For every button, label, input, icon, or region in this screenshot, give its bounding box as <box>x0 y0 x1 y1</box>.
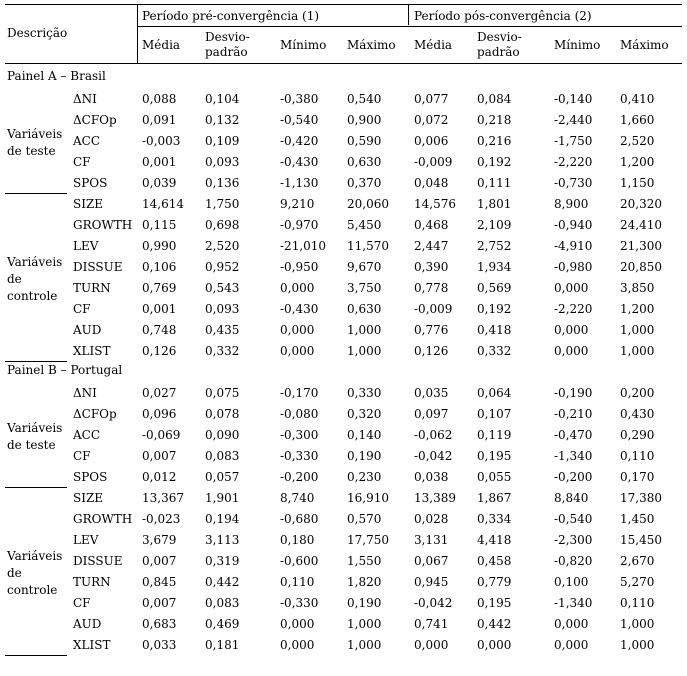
table-cell: 0,698 <box>205 218 240 232</box>
table-cell: 2,752 <box>477 239 512 253</box>
group-separator <box>5 487 67 488</box>
table-cell: 9,670 <box>347 260 382 274</box>
table-cell: 0,748 <box>142 323 177 337</box>
table-cell: 11,570 <box>347 239 389 253</box>
table-cell: 0,216 <box>477 134 512 148</box>
table-cell: 0,000 <box>414 638 449 652</box>
column-header: Mínimo <box>554 38 601 52</box>
table-cell: -0,069 <box>142 428 181 442</box>
variable-name: SIZE <box>73 491 104 505</box>
table-cell: 0,741 <box>414 617 449 631</box>
table-cell: 0,007 <box>142 596 177 610</box>
table-cell: 24,410 <box>620 218 662 232</box>
table-cell: 0,136 <box>205 176 240 190</box>
table-cell: -0,330 <box>280 449 319 463</box>
table-cell: 0,110 <box>620 596 655 610</box>
table-cell: 3,113 <box>205 533 240 547</box>
variable-name: ACC <box>73 428 101 442</box>
table-cell: 4,418 <box>477 533 512 547</box>
table-cell: 0,332 <box>477 344 512 358</box>
column-header: Mínimo <box>280 38 327 52</box>
group-separator <box>5 361 67 362</box>
table-cell: 0,952 <box>205 260 240 274</box>
table-cell: 0,000 <box>280 617 315 631</box>
table-cell: -0,210 <box>554 407 593 421</box>
table-cell: 0,001 <box>142 302 177 316</box>
table-cell: 2,109 <box>477 218 512 232</box>
table-cell: 8,740 <box>280 491 315 505</box>
table-cell: -0,023 <box>142 512 181 526</box>
table-cell: 0,570 <box>347 512 382 526</box>
table-cell: 0,000 <box>477 638 512 652</box>
table-cell: 16,910 <box>347 491 389 505</box>
table-cell: 0,000 <box>554 344 589 358</box>
table-cell: 1,901 <box>205 491 240 505</box>
table-cell: 0,055 <box>477 470 512 484</box>
variable-name: CF <box>73 449 91 463</box>
header-period-2: Período pós-convergência (2) <box>414 9 592 23</box>
variable-name: ΔNI <box>73 386 97 400</box>
table-cell: 0,088 <box>142 92 177 106</box>
table-cell: 0,111 <box>477 176 512 190</box>
table-cell: 0,334 <box>477 512 512 526</box>
table-cell: 0,007 <box>142 449 177 463</box>
table-cell: -4,910 <box>554 239 593 253</box>
table-cell: 1,934 <box>477 260 512 274</box>
column-header: Máximo <box>620 38 669 52</box>
table-cell: 0,180 <box>280 533 315 547</box>
table-cell: -0,080 <box>280 407 319 421</box>
group-separator <box>5 655 67 656</box>
table-cell: 0,078 <box>205 407 240 421</box>
table-cell: 5,450 <box>347 218 382 232</box>
table-cell: 17,750 <box>347 533 389 547</box>
variable-name: ΔNI <box>73 92 97 106</box>
table-cell: 0,000 <box>280 281 315 295</box>
table-cell: 1,000 <box>347 638 382 652</box>
table-cell: -0,540 <box>554 512 593 526</box>
table-cell: 0,779 <box>477 575 512 589</box>
table-cell: -0,330 <box>280 596 319 610</box>
table-cell: 0,590 <box>347 134 382 148</box>
panel-title: Painel A – Brasil <box>7 69 106 83</box>
variable-name: CF <box>73 302 91 316</box>
table-cell: -0,300 <box>280 428 319 442</box>
table-cell: -1,750 <box>554 134 593 148</box>
variable-name: CF <box>73 155 91 169</box>
table-cell: 0,430 <box>620 407 655 421</box>
table-cell: 0,000 <box>280 638 315 652</box>
table-cell: -2,220 <box>554 155 593 169</box>
table-cell: 0,110 <box>280 575 315 589</box>
group-separator <box>5 193 67 194</box>
table-cell: 0,190 <box>347 449 382 463</box>
table-cell: 0,390 <box>414 260 449 274</box>
table-cell: -0,430 <box>280 155 319 169</box>
table-cell: 0,442 <box>205 575 240 589</box>
table-cell: 0,468 <box>414 218 449 232</box>
table-cell: -0,042 <box>414 449 453 463</box>
panel-title: Painel B – Portugal <box>7 363 123 377</box>
variable-name: TURN <box>73 575 111 589</box>
table-cell: 0,093 <box>205 155 240 169</box>
table-cell: 1,000 <box>347 617 382 631</box>
table-cell: 0,132 <box>205 113 240 127</box>
table-cell: 0,000 <box>280 323 315 337</box>
table-cell: 1,550 <box>347 554 382 568</box>
table-cell: -1,340 <box>554 449 593 463</box>
table-cell: 0,000 <box>554 617 589 631</box>
table-cell: 0,778 <box>414 281 449 295</box>
header-bottom-rule <box>5 63 682 64</box>
variable-name: ΔCFOp <box>73 113 117 127</box>
table-cell: 0,075 <box>205 386 240 400</box>
period-divider <box>408 4 409 25</box>
table-cell: 3,750 <box>347 281 382 295</box>
table-cell: 0,057 <box>205 470 240 484</box>
header-descricao: Descrição <box>7 26 68 40</box>
table-cell: 0,072 <box>414 113 449 127</box>
table-cell: 0,192 <box>477 302 512 316</box>
table-cell: 0,218 <box>477 113 512 127</box>
table-cell: -1,340 <box>554 596 593 610</box>
table-cell: 0,126 <box>414 344 449 358</box>
column-header: Máximo <box>347 38 396 52</box>
table-cell: -0,140 <box>554 92 593 106</box>
table-cell: 1,200 <box>620 155 655 169</box>
table-cell: 3,679 <box>142 533 177 547</box>
group-label: Variáveis de controle <box>7 548 63 597</box>
table-cell: -0,470 <box>554 428 593 442</box>
table-cell: 0,945 <box>414 575 449 589</box>
table-cell: 0,540 <box>347 92 382 106</box>
table-cell: 3,850 <box>620 281 655 295</box>
table-cell: 0,195 <box>477 449 512 463</box>
variable-name: XLIST <box>73 344 111 358</box>
table-cell: 0,230 <box>347 470 382 484</box>
table-cell: 0,107 <box>477 407 512 421</box>
table-cell: 1,000 <box>620 617 655 631</box>
table-cell: 0,035 <box>414 386 449 400</box>
table-cell: 0,090 <box>205 428 240 442</box>
table-cell: 2,520 <box>205 239 240 253</box>
table-cell: 0,000 <box>554 323 589 337</box>
table-cell: 0,028 <box>414 512 449 526</box>
table-cell: 0,000 <box>280 344 315 358</box>
table-cell: 3,131 <box>414 533 449 547</box>
table-cell: 0,012 <box>142 470 177 484</box>
table-cell: 0,776 <box>414 323 449 337</box>
column-header: Desvio- padrão <box>205 30 250 59</box>
table-cell: 0,418 <box>477 323 512 337</box>
variable-name: ACC <box>73 134 101 148</box>
table-cell: 0,067 <box>414 554 449 568</box>
table-cell: 0,093 <box>205 302 240 316</box>
table-cell: -0,980 <box>554 260 593 274</box>
table-cell: -2,300 <box>554 533 593 547</box>
table-cell: 0,027 <box>142 386 177 400</box>
table-cell: 20,850 <box>620 260 662 274</box>
table-cell: 0,320 <box>347 407 382 421</box>
table-cell: 0,126 <box>142 344 177 358</box>
table-cell: 0,458 <box>477 554 512 568</box>
table-cell: 0,083 <box>205 449 240 463</box>
table-cell: 0,990 <box>142 239 177 253</box>
table-cell: -0,003 <box>142 134 181 148</box>
table-cell: 1,000 <box>620 344 655 358</box>
group-label: Variáveis de teste <box>7 420 63 452</box>
table-cell: -0,009 <box>414 155 453 169</box>
table-cell: -0,042 <box>414 596 453 610</box>
table-cell: 0,110 <box>620 449 655 463</box>
variable-name: LEV <box>73 533 99 547</box>
table-cell: 15,450 <box>620 533 662 547</box>
table-cell: 13,389 <box>414 491 456 505</box>
table-cell: 0,200 <box>620 386 655 400</box>
table-cell: 0,115 <box>142 218 177 232</box>
table-cell: 0,039 <box>142 176 177 190</box>
table-cell: 0,119 <box>477 428 512 442</box>
table-cell: 0,181 <box>205 638 240 652</box>
table-cell: 0,096 <box>142 407 177 421</box>
variable-name: AUD <box>73 323 102 337</box>
table-cell: 0,097 <box>414 407 449 421</box>
table-cell: 0,038 <box>414 470 449 484</box>
variable-name: TURN <box>73 281 111 295</box>
table-cell: 0,100 <box>554 575 589 589</box>
table-cell: -0,540 <box>280 113 319 127</box>
table-cell: 0,084 <box>477 92 512 106</box>
table-cell: 0,332 <box>205 344 240 358</box>
table-cell: 1,660 <box>620 113 655 127</box>
table-cell: 0,290 <box>620 428 655 442</box>
table-cell: 0,083 <box>205 596 240 610</box>
table-cell: 0,194 <box>205 512 240 526</box>
table-cell: 14,614 <box>142 197 184 211</box>
table-cell: 0,007 <box>142 554 177 568</box>
table-cell: 17,380 <box>620 491 662 505</box>
table-cell: 2,670 <box>620 554 655 568</box>
variable-name: SPOS <box>73 470 108 484</box>
table-cell: -0,820 <box>554 554 593 568</box>
table-cell: 5,270 <box>620 575 655 589</box>
table-cell: 1,200 <box>620 302 655 316</box>
variable-name: CF <box>73 596 91 610</box>
variable-name: DISSUE <box>73 260 123 274</box>
table-cell: 0,064 <box>477 386 512 400</box>
variable-name: SIZE <box>73 197 104 211</box>
table-cell: 0,845 <box>142 575 177 589</box>
variable-name: ΔCFOp <box>73 407 117 421</box>
table-cell: 20,060 <box>347 197 389 211</box>
table-cell: 20,320 <box>620 197 662 211</box>
table-cell: 1,750 <box>205 197 240 211</box>
table-cell: -21,010 <box>280 239 327 253</box>
table-cell: 2,447 <box>414 239 449 253</box>
table-cell: 0,410 <box>620 92 655 106</box>
table-cell: 0,630 <box>347 155 382 169</box>
header-divider <box>137 4 138 63</box>
table-cell: 0,048 <box>414 176 449 190</box>
variable-name: GROWTH <box>73 512 133 526</box>
table-cell: 0,543 <box>205 281 240 295</box>
table-cell: -0,430 <box>280 302 319 316</box>
table-cell: 13,367 <box>142 491 184 505</box>
table-cell: 21,300 <box>620 239 662 253</box>
table-cell: -0,190 <box>554 386 593 400</box>
table-cell: 0,006 <box>414 134 449 148</box>
table-cell: 0,370 <box>347 176 382 190</box>
table-cell: 0,109 <box>205 134 240 148</box>
table-cell: -0,680 <box>280 512 319 526</box>
table-cell: -0,600 <box>280 554 319 568</box>
table-cell: -0,970 <box>280 218 319 232</box>
table-cell: 1,867 <box>477 491 512 505</box>
table-cell: 1,000 <box>347 323 382 337</box>
column-header: Média <box>142 38 181 52</box>
table-cell: 1,450 <box>620 512 655 526</box>
table-cell: 0,077 <box>414 92 449 106</box>
table-cell: 0,330 <box>347 386 382 400</box>
variable-name: AUD <box>73 617 102 631</box>
table-cell: 1,000 <box>347 344 382 358</box>
variable-name: LEV <box>73 239 99 253</box>
variable-name: GROWTH <box>73 218 133 232</box>
table-cell: 0,900 <box>347 113 382 127</box>
table-cell: 0,190 <box>347 596 382 610</box>
header-period-1: Período pré-convergência (1) <box>142 9 320 23</box>
table-cell: 0,435 <box>205 323 240 337</box>
table-cell: 0,195 <box>477 596 512 610</box>
table-cell: -0,420 <box>280 134 319 148</box>
table-cell: 0,170 <box>620 470 655 484</box>
table-cell: 0,569 <box>477 281 512 295</box>
table-cell: -0,200 <box>280 470 319 484</box>
table-cell: 0,033 <box>142 638 177 652</box>
table-cell: 0,630 <box>347 302 382 316</box>
table-cell: 9,210 <box>280 197 315 211</box>
table-cell: 0,683 <box>142 617 177 631</box>
table-cell: 0,140 <box>347 428 382 442</box>
table-cell: 8,900 <box>554 197 589 211</box>
table-cell: 0,091 <box>142 113 177 127</box>
period-rule <box>138 26 682 27</box>
group-label: Variáveis de teste <box>7 126 63 158</box>
top-rule <box>5 4 682 5</box>
table-cell: 1,820 <box>347 575 382 589</box>
table-cell: 2,520 <box>620 134 655 148</box>
table-cell: -0,940 <box>554 218 593 232</box>
table-cell: -0,062 <box>414 428 453 442</box>
variable-name: SPOS <box>73 176 108 190</box>
table-cell: -1,130 <box>280 176 319 190</box>
table-cell: 0,192 <box>477 155 512 169</box>
table-cell: 0,000 <box>554 638 589 652</box>
table-cell: 0,442 <box>477 617 512 631</box>
column-header: Desvio- padrão <box>477 30 522 59</box>
table-cell: 0,469 <box>205 617 240 631</box>
table-cell: -2,440 <box>554 113 593 127</box>
table-cell: 0,001 <box>142 155 177 169</box>
table-cell: 14,576 <box>414 197 456 211</box>
variable-name: XLIST <box>73 638 111 652</box>
table-cell: 1,150 <box>620 176 655 190</box>
table-cell: -0,170 <box>280 386 319 400</box>
table-cell: 0,000 <box>554 281 589 295</box>
variable-name: DISSUE <box>73 554 123 568</box>
group-label: Variáveis de controle <box>7 254 63 303</box>
table-cell: -2,220 <box>554 302 593 316</box>
table-cell: -0,200 <box>554 470 593 484</box>
table-cell: 8,840 <box>554 491 589 505</box>
table-cell: -0,730 <box>554 176 593 190</box>
table-cell: 1,000 <box>620 323 655 337</box>
table-cell: 1,801 <box>477 197 512 211</box>
table-cell: -0,380 <box>280 92 319 106</box>
table-cell: 0,104 <box>205 92 240 106</box>
table-cell: -0,009 <box>414 302 453 316</box>
table-cell: 0,769 <box>142 281 177 295</box>
table-cell: 0,106 <box>142 260 177 274</box>
table-cell: -0,950 <box>280 260 319 274</box>
table-cell: 1,000 <box>620 638 655 652</box>
table-cell: 0,319 <box>205 554 240 568</box>
column-header: Média <box>414 38 453 52</box>
